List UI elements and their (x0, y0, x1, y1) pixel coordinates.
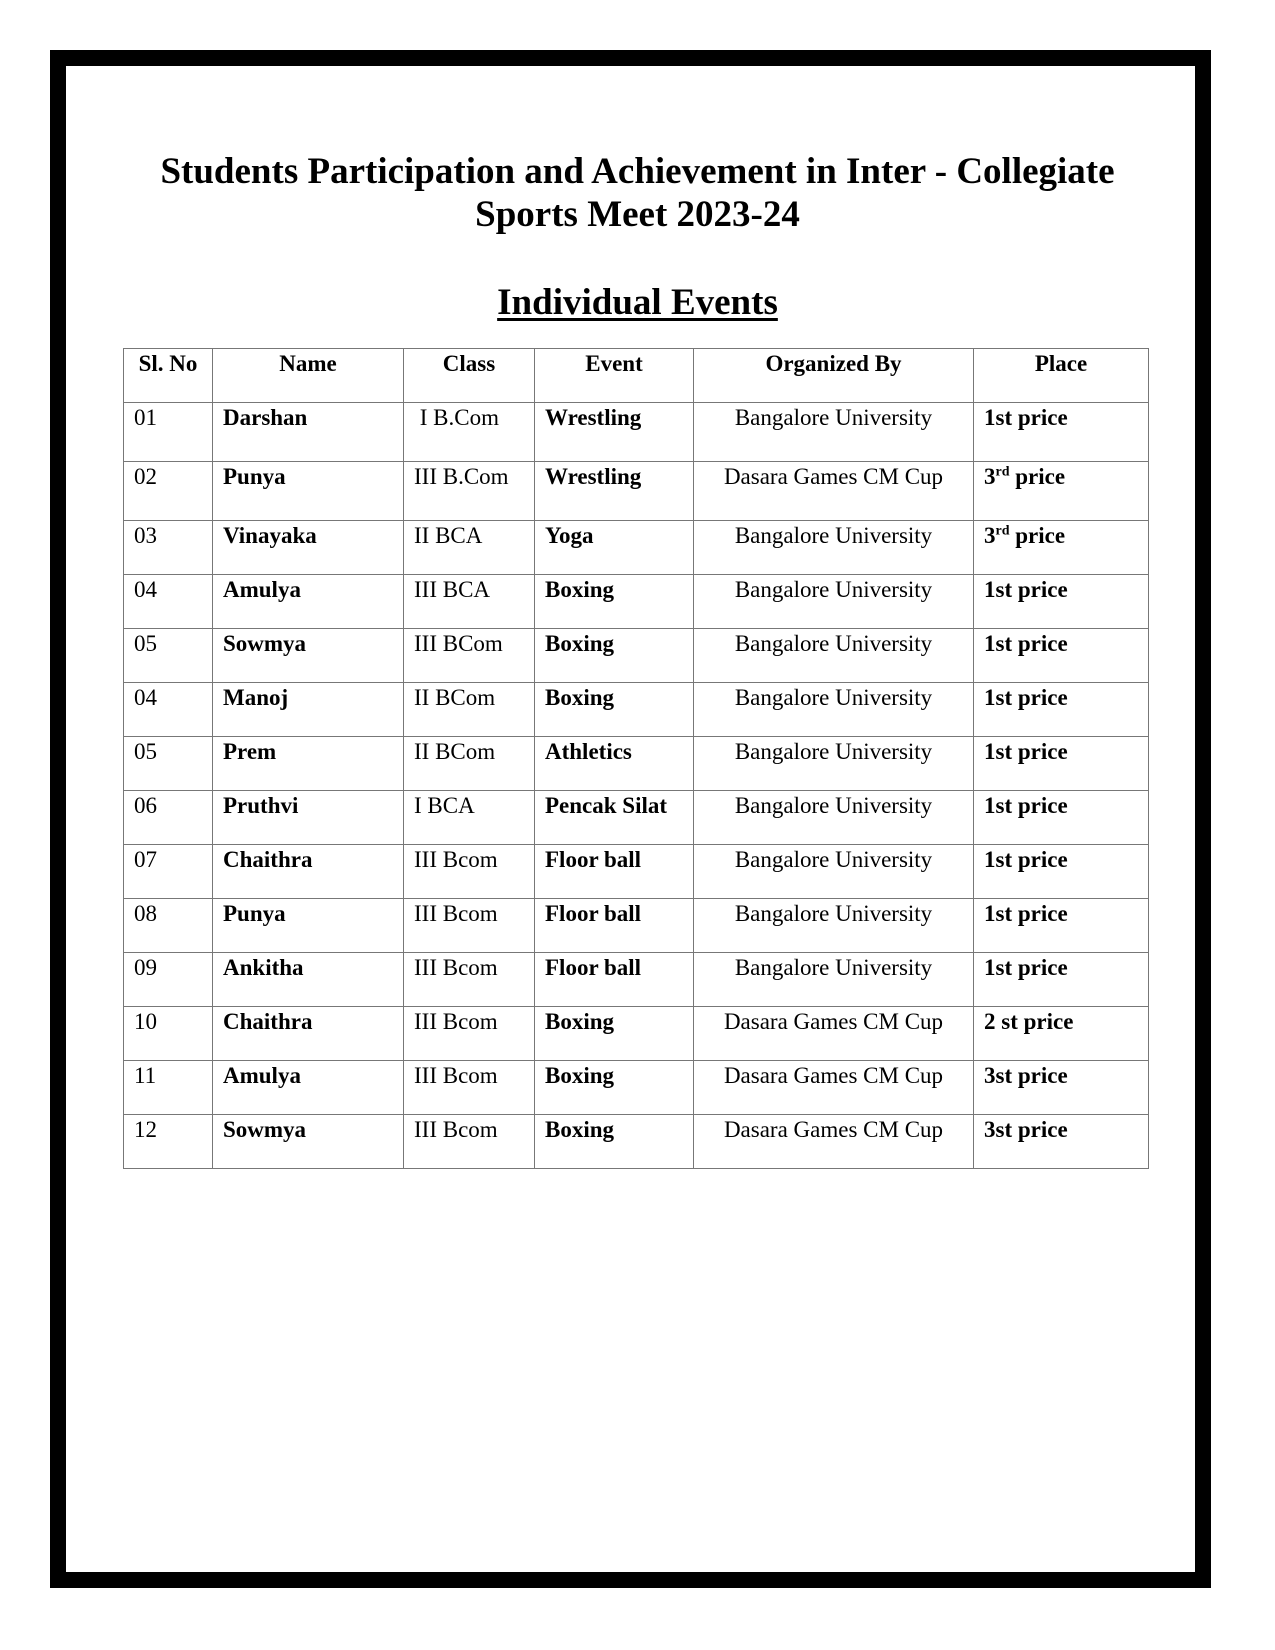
cell-place: 1st price (974, 683, 1149, 737)
cell-sl-no: 04 (124, 683, 213, 737)
cell-organized-by: Dasara Games CM Cup (694, 1007, 974, 1061)
cell-organized-by: Bangalore University (694, 953, 974, 1007)
cell-name: Chaithra (213, 845, 404, 899)
cell-sl-no: 04 (124, 575, 213, 629)
cell-organized-by: Dasara Games CM Cup (694, 1061, 974, 1115)
cell-place: 1st price (974, 899, 1149, 953)
document-title (100, 150, 1175, 236)
cell-name: Punya (213, 462, 404, 521)
cell-event: Boxing (535, 1061, 694, 1115)
cell-place: 1st price (974, 403, 1149, 462)
cell-sl-no: 02 (124, 462, 213, 521)
cell-place: 1st price (974, 953, 1149, 1007)
individual-events-table (123, 348, 1149, 1169)
cell-class: III Bcom (404, 1115, 535, 1169)
table-row (124, 1007, 1149, 1061)
table-row (124, 1115, 1149, 1169)
header-place: Place (974, 349, 1149, 403)
place-word: price (1009, 523, 1066, 548)
cell-organized-by: Bangalore University (694, 521, 974, 575)
cell-name: Amulya (213, 1061, 404, 1115)
cell-name: Sowmya (213, 629, 404, 683)
cell-sl-no: 10 (124, 1007, 213, 1061)
table-header-row (124, 349, 1149, 403)
cell-class: II BCom (404, 683, 535, 737)
cell-sl-no: 09 (124, 953, 213, 1007)
cell-name: Vinayaka (213, 521, 404, 575)
cell-name: Ankitha (213, 953, 404, 1007)
title-line-2: Sports Meet 2023-24 (475, 194, 800, 235)
cell-class: I BCA (404, 791, 535, 845)
cell-sl-no: 01 (124, 403, 213, 462)
table-row (124, 403, 1149, 462)
place-number: 3 (984, 523, 996, 548)
table-row (124, 791, 1149, 845)
cell-name: Darshan (213, 403, 404, 462)
place-number: 3 (984, 464, 996, 489)
cell-event: Boxing (535, 1115, 694, 1169)
cell-class: III Bcom (404, 1007, 535, 1061)
cell-sl-no: 12 (124, 1115, 213, 1169)
cell-sl-no: 08 (124, 899, 213, 953)
cell-name: Prem (213, 737, 404, 791)
place-word: price (1009, 464, 1066, 489)
cell-class: III BCom (404, 629, 535, 683)
title-line-1: Students Participation and Achievement in Inter - Collegiate (160, 151, 1115, 192)
cell-sl-no: 06 (124, 791, 213, 845)
place-ordinal-suffix: rd (995, 464, 1010, 480)
cell-organized-by: Dasara Games CM Cup (694, 1115, 974, 1169)
cell-organized-by: Bangalore University (694, 575, 974, 629)
table-row (124, 737, 1149, 791)
cell-place: 1st price (974, 845, 1149, 899)
table-row (124, 845, 1149, 899)
cell-sl-no: 11 (124, 1061, 213, 1115)
cell-place: 2 st price (974, 1007, 1149, 1061)
cell-organized-by: Bangalore University (694, 683, 974, 737)
cell-class: III BCA (404, 575, 535, 629)
cell-event: Boxing (535, 683, 694, 737)
cell-place: 1st price (974, 629, 1149, 683)
cell-name: Chaithra (213, 1007, 404, 1061)
table-row (124, 629, 1149, 683)
cell-place: 3st price (974, 1115, 1149, 1169)
cell-name: Sowmya (213, 1115, 404, 1169)
cell-sl-no: 05 (124, 737, 213, 791)
cell-event: Floor ball (535, 845, 694, 899)
cell-event: Boxing (535, 575, 694, 629)
place-ordinal-suffix: rd (995, 523, 1010, 539)
cell-place: 1st price (974, 575, 1149, 629)
table-row (124, 899, 1149, 953)
cell-organized-by: Bangalore University (694, 899, 974, 953)
cell-place: 1st price (974, 791, 1149, 845)
cell-place (974, 521, 1149, 575)
header-name: Name (213, 349, 404, 403)
cell-event: Wrestling (535, 403, 694, 462)
cell-sl-no: 07 (124, 845, 213, 899)
cell-sl-no: 03 (124, 521, 213, 575)
cell-place: 3st price (974, 1061, 1149, 1115)
cell-name: Manoj (213, 683, 404, 737)
cell-class: III Bcom (404, 1061, 535, 1115)
cell-event: Athletics (535, 737, 694, 791)
cell-class: I B.Com (404, 403, 535, 462)
cell-event: Boxing (535, 629, 694, 683)
section-heading: Individual Events (497, 282, 778, 323)
table-row (124, 683, 1149, 737)
cell-organized-by: Bangalore University (694, 845, 974, 899)
cell-place: 1st price (974, 737, 1149, 791)
cell-organized-by: Bangalore University (694, 629, 974, 683)
cell-organized-by: Dasara Games CM Cup (694, 462, 974, 521)
cell-event: Yoga (535, 521, 694, 575)
header-sl-no: Sl. No (124, 349, 213, 403)
cell-event: Pencak Silat (535, 791, 694, 845)
header-event: Event (535, 349, 694, 403)
cell-event: Floor ball (535, 953, 694, 1007)
header-organized-by: Organized By (694, 349, 974, 403)
cell-class: III Bcom (404, 953, 535, 1007)
cell-class: III Bcom (404, 845, 535, 899)
cell-sl-no: 05 (124, 629, 213, 683)
table-row (124, 953, 1149, 1007)
cell-class: III Bcom (404, 899, 535, 953)
cell-class: II BCA (404, 521, 535, 575)
cell-event: Boxing (535, 1007, 694, 1061)
cell-name: Punya (213, 899, 404, 953)
cell-class: II BCom (404, 737, 535, 791)
cell-name: Pruthvi (213, 791, 404, 845)
cell-organized-by: Bangalore University (694, 791, 974, 845)
cell-name: Amulya (213, 575, 404, 629)
cell-event: Wrestling (535, 462, 694, 521)
cell-organized-by: Bangalore University (694, 737, 974, 791)
cell-event: Floor ball (535, 899, 694, 953)
table-row (124, 1061, 1149, 1115)
table-row (124, 462, 1149, 521)
header-class: Class (404, 349, 535, 403)
cell-class: III B.Com (404, 462, 535, 521)
cell-place (974, 462, 1149, 521)
table-row (124, 521, 1149, 575)
cell-organized-by: Bangalore University (694, 403, 974, 462)
table-row (124, 575, 1149, 629)
